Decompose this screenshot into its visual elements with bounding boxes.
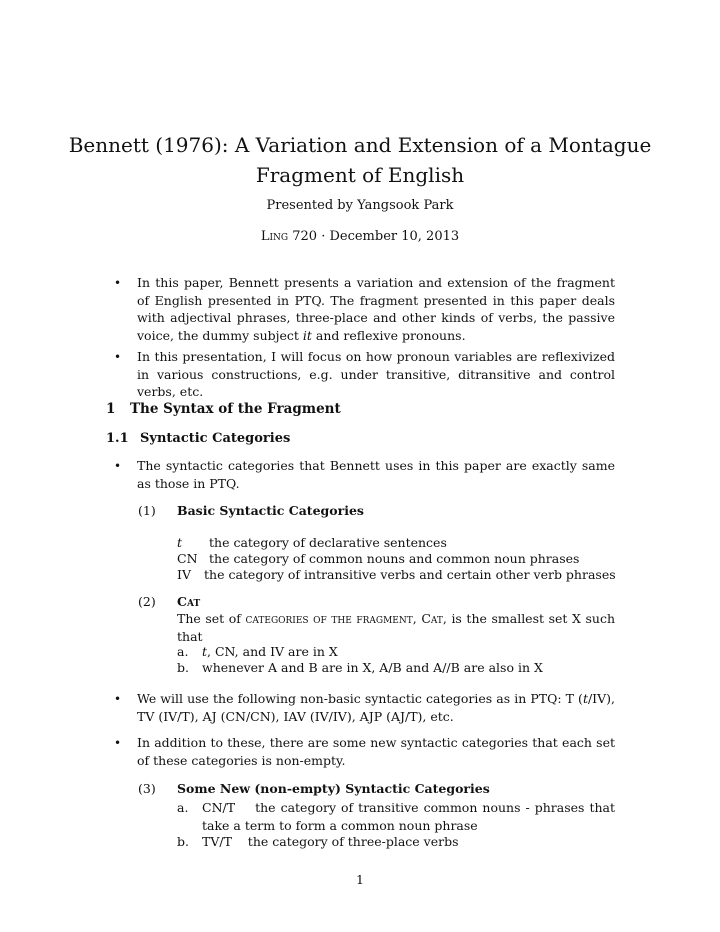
intro-bullet-2: In this presentation, I will focus on how pronoun variables are reflexivized in various constructions, e.g. under transitive, ditransitive and control verbs, etc. bbox=[137, 349, 615, 399]
clause-italic: t bbox=[202, 644, 208, 659]
course-name: Ling bbox=[260, 229, 289, 244]
example-1-number: (1) bbox=[138, 503, 156, 518]
bullet-icon: • bbox=[114, 350, 122, 364]
item-label: a. bbox=[177, 644, 189, 659]
new-category-a: CN/T the category of transitive common nouns - phrases that take a term to form a common noun phrase bbox=[202, 800, 619, 833]
example-2-number: (2) bbox=[138, 594, 156, 609]
section-number: 1 bbox=[106, 401, 116, 417]
category-description: the category of intransitive verbs and certain other verb phrases bbox=[204, 567, 616, 582]
def-cat: Cat bbox=[421, 611, 443, 626]
nonbasic-bullet bbox=[137, 690, 615, 725]
intro-bullet-1 bbox=[137, 274, 615, 344]
item-label: a. bbox=[177, 800, 189, 815]
paper-title bbox=[0, 130, 720, 190]
title-line-1: Bennett (1976): A Variation and Extension of a Montague bbox=[68, 133, 652, 157]
def-text-2: , bbox=[412, 611, 422, 626]
example-3-number: (3) bbox=[138, 781, 156, 796]
nonbasic-text-1: We will use the following non-basic syntactic categories as in PTQ: T ( bbox=[137, 691, 583, 706]
intro-text-1: In this paper, Bennett presents a variation and extension of the fragment of English presented in PTQ. The fragment presented in this paper deals with adjectival phrases, three-place and other kinds of verbs, the passive voice, the dummy subject bbox=[137, 275, 615, 343]
cat-clause-b: whenever A and B are in X, A/B and A//B are also in X bbox=[202, 660, 543, 675]
subsection-number: 1.1 bbox=[106, 431, 129, 446]
subsection-title: Syntactic Categories bbox=[140, 431, 291, 446]
bullet-icon: • bbox=[114, 459, 122, 473]
section-title: The Syntax of the Fragment bbox=[130, 401, 341, 417]
category-description: the category of declarative sentences bbox=[209, 535, 447, 550]
nonbasic-text-2: /IV), TV (IV/T), AJ (CN/CN), IAV (IV/IV), AJP (AJ/T), etc. bbox=[137, 691, 615, 724]
def-text-3: , is the smallest set X such that bbox=[177, 611, 615, 644]
syntactic-bullet: The syntactic categories that Bennett uses in this paper are exactly same as those in PTQ. bbox=[137, 458, 615, 491]
category-symbol: t bbox=[177, 535, 183, 550]
example-3-heading: Some New (non-empty) Syntactic Categories bbox=[177, 781, 490, 796]
bullet-icon: • bbox=[114, 276, 122, 290]
page-number: 1 bbox=[356, 872, 364, 887]
intro-italic: it bbox=[302, 327, 312, 343]
def-text-1: The set of bbox=[177, 611, 246, 626]
example-1-heading: Basic Syntactic Categories bbox=[177, 503, 364, 518]
cat-definition bbox=[177, 610, 615, 645]
bullet-icon: • bbox=[114, 736, 122, 750]
venue-line bbox=[0, 229, 720, 244]
category-symbol: CN bbox=[177, 551, 198, 566]
example-2-heading: Cat bbox=[177, 594, 201, 609]
def-smallcaps: categories of the fragment bbox=[245, 611, 413, 626]
category-description: the category of common nouns and common noun phrases bbox=[209, 551, 580, 566]
bullet-icon: • bbox=[114, 692, 122, 706]
title-line-2: Fragment of English bbox=[255, 163, 465, 187]
author-line: Presented by Yangsook Park bbox=[266, 198, 454, 213]
clause-text: , CN, and IV are in X bbox=[207, 644, 338, 659]
nonbasic-italic: t bbox=[582, 691, 588, 706]
new-category-b: TV/T the category of three-place verbs bbox=[202, 834, 459, 849]
course-date: 720 · December 10, 2013 bbox=[288, 229, 460, 244]
item-label: b. bbox=[177, 834, 189, 849]
cat-clause-a bbox=[202, 644, 338, 659]
item-label: b. bbox=[177, 660, 189, 675]
intro-text-2: and reflexive pronouns. bbox=[311, 327, 466, 343]
new-categories-bullet: In addition to these, there are some new syntactic categories that each set of these categories is non-empty. bbox=[137, 735, 615, 768]
category-symbol: IV bbox=[177, 567, 191, 582]
